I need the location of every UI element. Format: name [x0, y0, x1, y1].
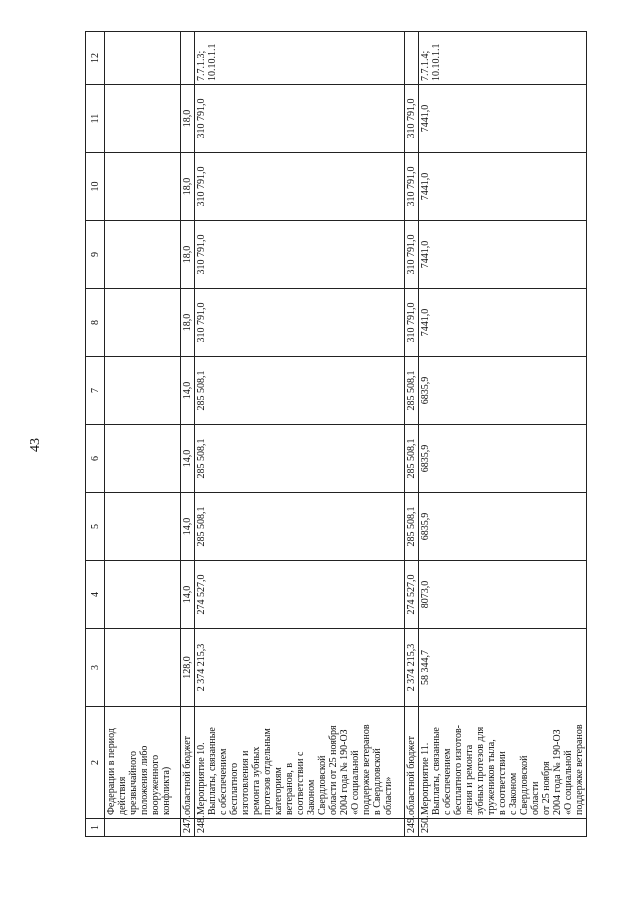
table-row: [405, 32, 419, 837]
cell-c8: [195, 289, 405, 357]
cell-text: бесплатного изготов-: [453, 725, 464, 815]
column-header-9: 9: [86, 221, 105, 289]
cell-c9: [195, 221, 405, 289]
column-header-11: 11: [86, 85, 105, 153]
cell-text: 14,0: [182, 517, 193, 536]
cell-text: области»: [383, 776, 394, 815]
cell-text: в соответствии: [497, 751, 508, 815]
cell-text: чрезвычайного: [128, 750, 139, 815]
column-header-4: 4: [86, 561, 105, 629]
cell-text: 310 791,0: [196, 302, 207, 343]
cell-c4: [195, 561, 405, 629]
cell-text: с обеспечением: [442, 748, 453, 815]
column-header-8: 8: [86, 289, 105, 357]
cell-text: «О социальной: [350, 750, 361, 815]
table-row: [105, 32, 181, 837]
cell-text: 18,0: [182, 313, 193, 332]
cell-text: в Свердловской: [372, 748, 383, 815]
cell-desc: [405, 707, 419, 819]
cell-c7: [419, 357, 587, 425]
cell-c7: [105, 357, 181, 425]
cell-text: 6835,9: [420, 376, 431, 405]
column-header-6: 6: [86, 425, 105, 493]
cell-text: 7.7.1.3;: [196, 50, 207, 81]
column-header-2: 2: [86, 707, 105, 819]
cell-c4: [105, 561, 181, 629]
cell-c9: [105, 221, 181, 289]
cell-c12: [195, 32, 405, 85]
cell-text: изготовления и: [240, 750, 251, 815]
cell-text: 310 791,0: [406, 302, 417, 343]
column-header-12: 12: [86, 32, 105, 85]
cell-desc: [181, 707, 195, 819]
cell-text: 2 374 215,3: [406, 643, 417, 692]
cell-text: 10.10.1.1: [431, 43, 442, 81]
cell-desc: [419, 707, 587, 819]
cell-text: от 25 ноября: [541, 761, 552, 815]
cell-text: 2 374 215,3: [196, 643, 207, 692]
cell-c3: [405, 629, 419, 707]
cell-text: 310 791,0: [406, 234, 417, 275]
cell-c7: [181, 357, 195, 425]
cell-text: протезов отдельным: [262, 728, 273, 815]
cell-text: 7441,0: [420, 104, 431, 133]
cell-text: «О социальной: [563, 750, 574, 815]
table-row: [419, 32, 587, 837]
cell-text: 2004 года № 190-ОЗ: [552, 729, 563, 815]
cell-text: 10.10.1.1: [207, 43, 218, 81]
budget-table-sheet: [85, 43, 585, 837]
cell-text: 274 527,0: [406, 574, 417, 615]
cell-c10: [181, 153, 195, 221]
cell-text: тружеников тыла,: [486, 739, 497, 815]
cell-text: 310 791,0: [196, 98, 207, 139]
cell-text: Свердловской: [317, 755, 328, 815]
row-number: 250.: [419, 819, 587, 837]
cell-text: 310 791,0: [196, 166, 207, 207]
cell-text: 7441,0: [420, 240, 431, 269]
cell-c6: [181, 425, 195, 493]
column-header-7: 7: [86, 357, 105, 425]
cell-c11: [405, 85, 419, 153]
cell-text: Выплаты, связанные: [207, 727, 218, 815]
cell-text: категориям: [273, 767, 284, 815]
cell-c8: [181, 289, 195, 357]
cell-c10: [195, 153, 405, 221]
cell-text: положения либо: [139, 745, 150, 815]
cell-text: соответствии с: [295, 751, 306, 815]
cell-c10: [405, 153, 419, 221]
column-header-5: 5: [86, 493, 105, 561]
cell-text: вооруженного: [150, 754, 161, 815]
cell-c10: [419, 153, 587, 221]
cell-text: поддержке ветеранов: [574, 724, 585, 815]
cell-text: областной бюджет: [182, 735, 193, 815]
cell-c8: [105, 289, 181, 357]
cell-c12: [419, 32, 587, 85]
cell-text: 285 508,1: [406, 506, 417, 547]
table-row: [181, 32, 195, 837]
cell-c9: [419, 221, 587, 289]
cell-c10: [105, 153, 181, 221]
cell-c12: [181, 32, 195, 85]
cell-text: 310 791,0: [406, 98, 417, 139]
cell-text: 285 508,1: [406, 370, 417, 411]
cell-text: Мероприятие 10.: [196, 742, 207, 815]
cell-text: Законом: [306, 779, 317, 815]
cell-c6: [419, 425, 587, 493]
cell-c5: [405, 493, 419, 561]
cell-c3: [195, 629, 405, 707]
cell-text: 18,0: [182, 109, 193, 128]
cell-c11: [419, 85, 587, 153]
cell-c3: [105, 629, 181, 707]
row-number: 249.: [405, 819, 419, 837]
cell-text: области: [530, 781, 541, 815]
cell-text: поддержке ветеранов: [361, 724, 372, 815]
cell-text: областной бюджет: [406, 735, 417, 815]
cell-text: 6835,9: [420, 512, 431, 541]
cell-c6: [105, 425, 181, 493]
cell-text: 7441,0: [420, 172, 431, 201]
cell-text: 285 508,1: [406, 438, 417, 479]
cell-c3: [181, 629, 195, 707]
table-header-row: [86, 32, 105, 837]
cell-text: Федерации в период: [106, 728, 117, 815]
cell-text: 8073,0: [420, 580, 431, 609]
cell-text: 7441,0: [420, 308, 431, 337]
cell-text: ления и ремонта: [464, 744, 475, 815]
budget-table: [85, 31, 587, 837]
cell-c8: [419, 289, 587, 357]
cell-c11: [181, 85, 195, 153]
cell-c11: [105, 85, 181, 153]
cell-desc: [105, 707, 181, 819]
cell-text: 6835,9: [420, 444, 431, 473]
cell-c5: [195, 493, 405, 561]
cell-text: 310 791,0: [406, 166, 417, 207]
cell-text: 274 527,0: [196, 574, 207, 615]
cell-c12: [105, 32, 181, 85]
cell-c7: [195, 357, 405, 425]
cell-text: 285 508,1: [196, 438, 207, 479]
cell-text: Выплаты, связанные: [431, 727, 442, 815]
cell-c9: [181, 221, 195, 289]
cell-text: бесплатного: [229, 762, 240, 815]
cell-text: 7.7.1.4;: [420, 50, 431, 81]
cell-c4: [181, 561, 195, 629]
cell-text: ветеранов, в: [284, 762, 295, 815]
cell-text: зубных протезов для: [475, 726, 486, 815]
cell-c4: [405, 561, 419, 629]
cell-text: 310 791,0: [196, 234, 207, 275]
table-row: [195, 32, 405, 837]
row-number: 248.: [195, 819, 405, 837]
cell-text: ремонта зубных: [251, 746, 262, 815]
cell-text: 14,0: [182, 381, 193, 400]
cell-c8: [405, 289, 419, 357]
cell-c6: [195, 425, 405, 493]
row-number: [105, 819, 181, 837]
column-header-3: 3: [86, 629, 105, 707]
cell-c11: [195, 85, 405, 153]
cell-c5: [181, 493, 195, 561]
cell-text: с Законом: [508, 772, 519, 815]
column-header-1: 1: [86, 819, 105, 837]
column-header-10: 10: [86, 153, 105, 221]
cell-c5: [419, 493, 587, 561]
row-number: 247.: [181, 819, 195, 837]
cell-text: 18,0: [182, 245, 193, 264]
cell-text: Свердловской: [519, 755, 530, 815]
cell-c4: [419, 561, 587, 629]
cell-text: 2004 года № 190-ОЗ: [339, 729, 350, 815]
cell-c6: [405, 425, 419, 493]
cell-text: 18,0: [182, 177, 193, 196]
cell-desc: [195, 707, 405, 819]
cell-c9: [405, 221, 419, 289]
cell-c3: [419, 629, 587, 707]
cell-text: 128,0: [182, 656, 193, 679]
cell-text: 14,0: [182, 449, 193, 468]
cell-c7: [405, 357, 419, 425]
cell-text: 285 508,1: [196, 370, 207, 411]
cell-c5: [105, 493, 181, 561]
cell-text: конфликта): [161, 766, 172, 815]
cell-text: Мероприятие 11.: [420, 742, 431, 815]
cell-c12: [405, 32, 419, 85]
cell-text: 14,0: [182, 585, 193, 604]
cell-text: действия: [117, 776, 128, 815]
cell-text: с обеспечением: [218, 748, 229, 815]
page-number: 43: [28, 438, 43, 452]
cell-text: 285 508,1: [196, 506, 207, 547]
cell-text: области от 25 ноября: [328, 725, 339, 815]
cell-text: 58 344,7: [420, 650, 431, 685]
